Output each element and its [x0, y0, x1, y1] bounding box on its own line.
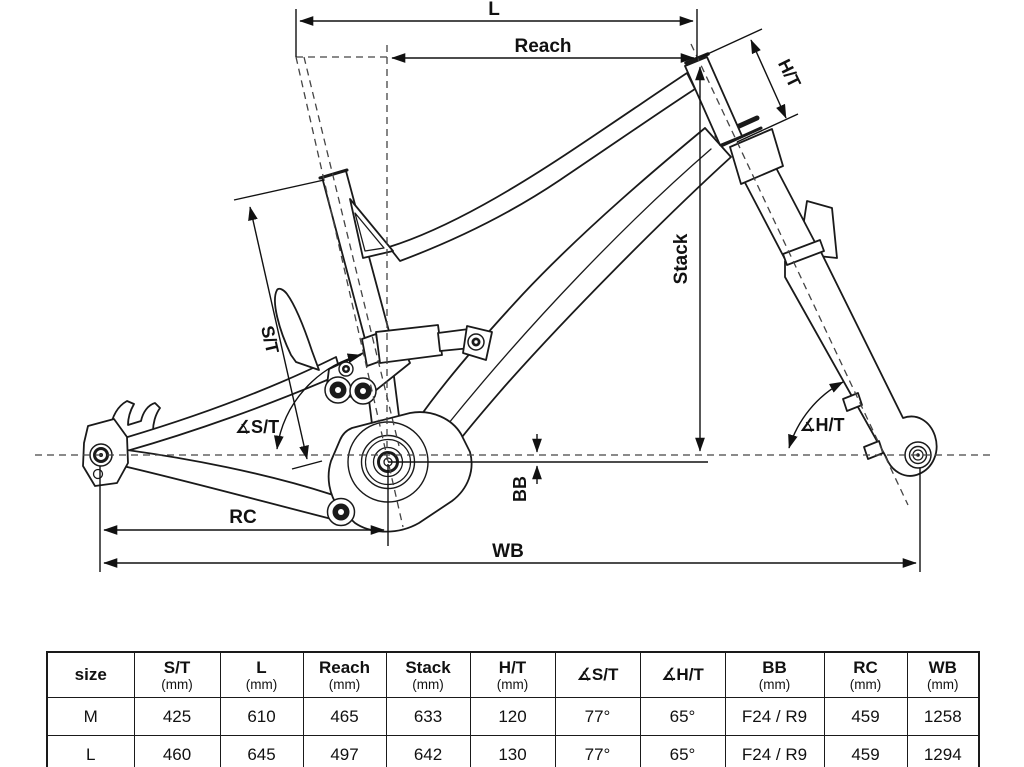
table-row-m	[47, 698, 979, 736]
col-stack	[386, 652, 470, 698]
cell-l-wb: 1294	[907, 736, 979, 767]
col-reach-unit: (mm)	[328, 676, 361, 692]
cell-l-angle-st: 77°	[555, 736, 640, 767]
reference-lines	[35, 44, 990, 527]
cell-m-st: 425	[134, 698, 220, 736]
col-st-unit: (mm)	[161, 676, 193, 692]
cell-m-l: 610	[220, 698, 303, 736]
cell-l-ht: 130	[470, 736, 555, 767]
dim-ht	[751, 40, 786, 118]
col-l-label: L	[256, 657, 267, 677]
fork-lowers	[785, 248, 937, 476]
table-row-l	[47, 736, 979, 767]
head-tube	[685, 57, 742, 145]
label-rc: RC	[229, 507, 257, 528]
col-rc-label: RC	[853, 657, 878, 677]
cell-size-m: M	[47, 698, 134, 736]
cell-m-angle-ht: 65°	[640, 698, 725, 736]
col-ht-unit: (mm)	[496, 676, 529, 692]
shock-body	[376, 325, 442, 363]
cell-m-wb: 1258	[907, 698, 979, 736]
label-angle-ht: ∡H/T	[799, 415, 845, 435]
col-rc	[824, 652, 907, 698]
label-wb: WB	[492, 541, 524, 562]
cell-l-stack: 642	[386, 736, 470, 767]
cell-m-angle-st: 77°	[555, 698, 640, 736]
col-st	[134, 652, 220, 698]
col-stack-unit: (mm)	[412, 676, 444, 692]
col-wb-unit: (mm)	[927, 676, 959, 692]
col-angle-ht-label: ∡H/T	[661, 665, 704, 684]
col-size-label: size	[74, 665, 107, 684]
geometry-table	[46, 651, 980, 767]
col-reach	[303, 652, 386, 698]
down-tube	[417, 128, 731, 449]
tick-st-bottom	[292, 461, 322, 469]
cell-m-bb: F24 / R9	[725, 698, 824, 736]
seatstay-brace	[275, 289, 319, 370]
cell-l-reach: 497	[303, 736, 386, 767]
label-bb: BB	[510, 476, 530, 502]
table-header-row	[47, 652, 979, 698]
col-stack-label: Stack	[405, 657, 451, 677]
col-st-label: S/T	[163, 657, 191, 677]
shock-front-bolt-center	[474, 340, 477, 343]
cell-m-ht: 120	[470, 698, 555, 736]
col-l	[220, 652, 303, 698]
label-l: L	[488, 0, 500, 20]
col-bb	[725, 652, 824, 698]
col-angle-st	[555, 652, 640, 698]
label-angle-st: ∡S/T	[234, 417, 280, 437]
steering-axis	[691, 44, 908, 505]
upper-pivot-center	[345, 368, 348, 371]
fork-tab	[864, 441, 883, 459]
cell-l-angle-ht: 65°	[640, 736, 725, 767]
cell-l-bb: F24 / R9	[725, 736, 824, 767]
bike-frame-drawing	[83, 54, 937, 532]
col-l-unit: (mm)	[245, 676, 278, 692]
cell-l-st: 460	[134, 736, 220, 767]
cell-size-l: L	[47, 736, 134, 767]
link-pivot-center	[360, 388, 366, 394]
col-wb-label: WB	[928, 657, 957, 677]
cell-l-rc: 459	[824, 736, 907, 767]
col-size	[47, 652, 134, 698]
col-angle-st-label: ∡S/T	[576, 665, 619, 684]
main-pivot-center	[335, 387, 341, 393]
cell-l-l: 645	[220, 736, 303, 767]
label-st: S/T	[256, 323, 283, 356]
tick-st-top	[234, 180, 324, 200]
col-bb-unit: (mm)	[758, 676, 791, 692]
lower-pivot-center	[338, 509, 344, 515]
hanger-bolt	[94, 470, 103, 479]
seatstay	[114, 357, 341, 454]
label-stack: Stack	[671, 233, 692, 285]
label-reach: Reach	[514, 36, 572, 57]
col-reach-label: Reach	[318, 657, 371, 677]
cell-m-reach: 465	[303, 698, 386, 736]
col-bb-label: BB	[762, 657, 787, 677]
rear-triangle	[83, 289, 352, 523]
label-ht: H/T	[774, 55, 805, 91]
col-ht	[470, 652, 555, 698]
col-ht-label: H/T	[498, 657, 527, 677]
col-rc-unit: (mm)	[849, 676, 882, 692]
cell-m-rc: 459	[824, 698, 907, 736]
col-wb	[907, 652, 979, 698]
col-angle-ht	[640, 652, 725, 698]
cell-m-stack: 633	[386, 698, 470, 736]
